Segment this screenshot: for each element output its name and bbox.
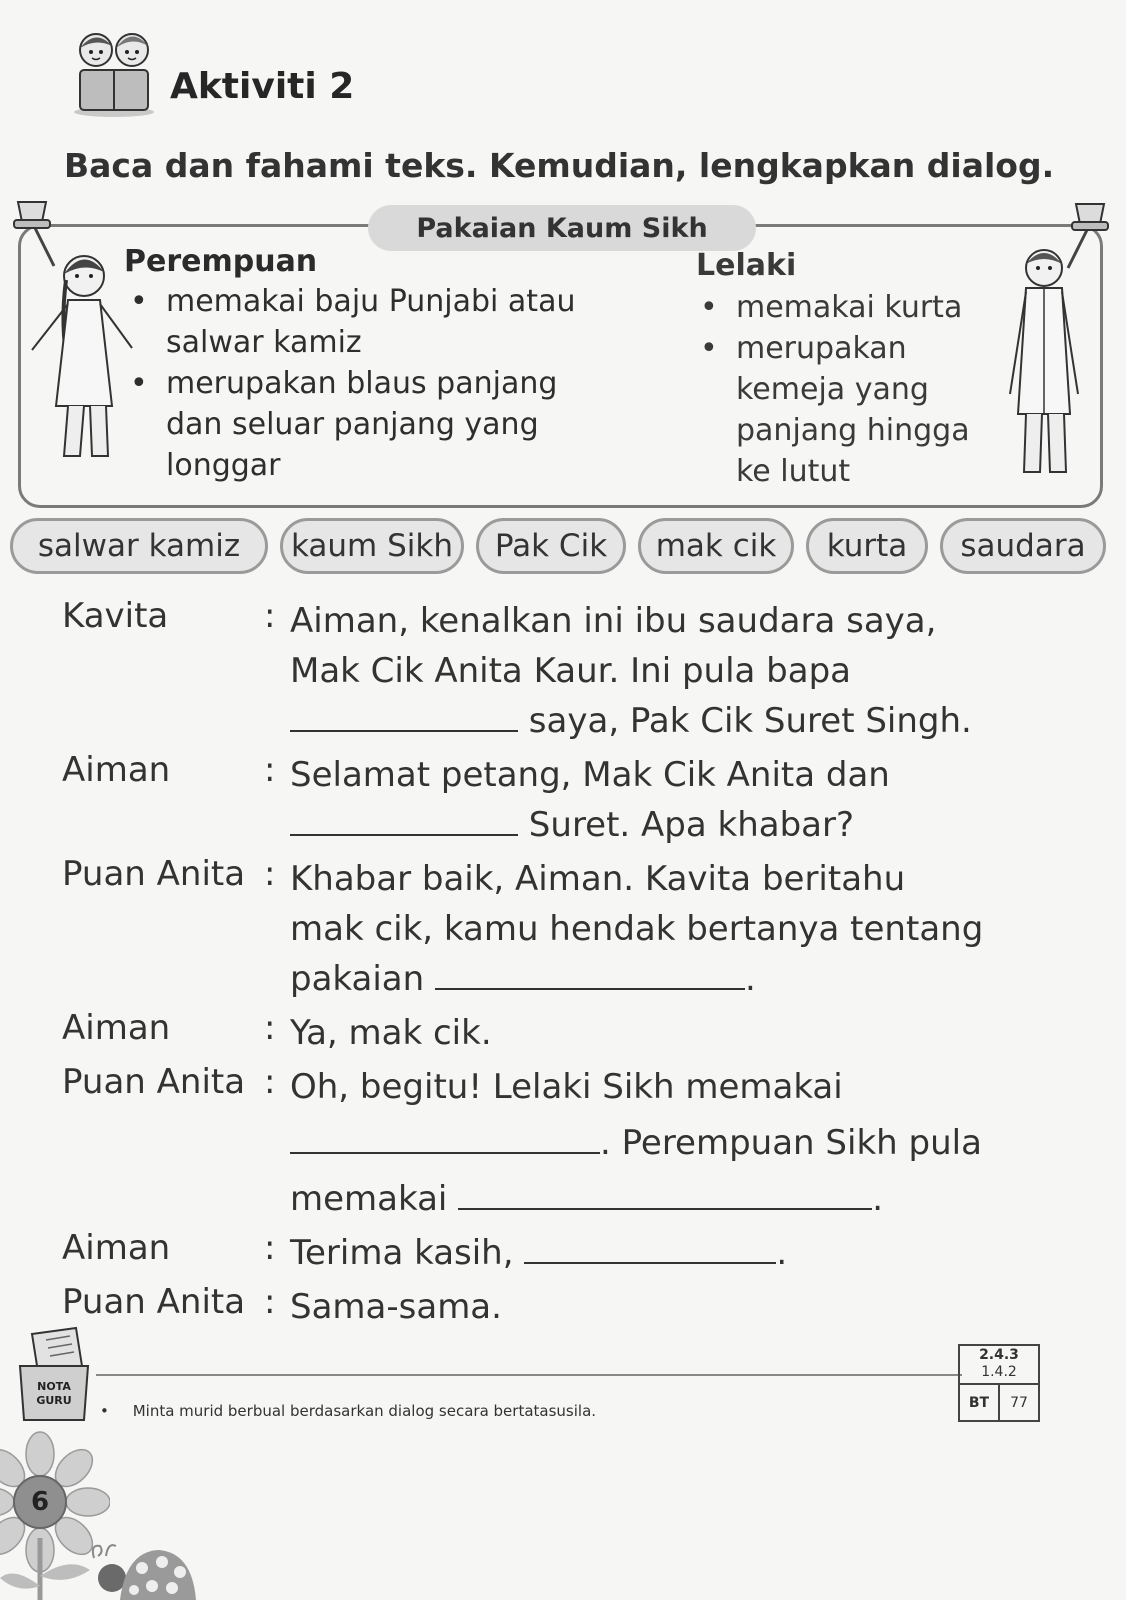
answer-blank[interactable] [290,1122,600,1154]
note-label-line2: GURU [36,1394,72,1407]
speech-text: . [872,1179,883,1219]
children-reading-book-icon [66,26,162,118]
speech-text: . Perempuan Sikh pula [600,1123,982,1163]
dialog-line [62,1228,1062,1278]
speech-text: pakaian [290,959,435,999]
teacher-note-content: Minta murid berbual berdasarkan dialog secara bertatasusila. [132,1402,597,1420]
speech [290,1228,1062,1278]
speaker-name: Aiman [62,1008,171,1048]
male-clothing-column [696,248,996,492]
speech-text: . [776,1233,788,1273]
speech-text [290,1118,1062,1168]
page-reference: 77 [1010,1395,1028,1411]
speech-text: Suret. Apa khabar? [518,805,855,845]
speech-text: . [744,959,756,999]
male-point: • merupakan [736,328,996,369]
female-heading: Perempuan [124,244,318,279]
word-chip-kaum-sikh[interactable]: kaum Sikh [280,518,464,574]
speech-text: Khabar baik, Aiman. Kavita beritahu [290,859,906,899]
info-box-title: Pakaian Kaum Sikh [368,205,756,251]
word-bank [10,518,1120,578]
male-point-continued: ke lutut [736,454,851,489]
male-point-continued: panjang hingga [736,413,970,448]
male-point: • memakai kurta [736,287,996,328]
speech [290,1062,1062,1224]
female-point-continued: longgar [166,448,281,483]
sikh-girl-illustration [24,246,138,472]
speaker-name: Puan Anita [62,854,246,894]
speech-text [290,800,1062,850]
speaker-name: Puan Anita [62,1282,246,1322]
word-chip-saudara[interactable]: saudara [940,518,1106,574]
answer-blank[interactable] [524,1232,776,1264]
speech-text: Aiman, kenalkan ini ibu saudara saya, [290,601,937,641]
speech-text: Ya, mak cik. [290,1013,492,1053]
colon: : [264,596,276,636]
speech-text: Mak Cik Anita Kaur. Ini pula bapa [290,651,852,691]
answer-blank[interactable] [458,1178,872,1210]
speaker-name: Aiman [62,1228,171,1268]
word-chip-pak-cik[interactable]: Pak Cik [476,518,626,574]
speech-text: Oh, begitu! Lelaki Sikh memakai [290,1067,843,1107]
colon: : [264,1228,276,1268]
word-chip-kurta[interactable]: kurta [806,518,928,574]
note-label-line1: NOTA [37,1380,71,1393]
speech-text: Terima kasih, [290,1233,525,1273]
page-number: 6 [30,1487,50,1517]
speech-text: mak cik, kamu hendak bertanya tentang [290,909,984,949]
dialog [62,596,1062,1332]
speech-text [290,1174,1062,1224]
speech [290,750,1062,850]
colon: : [264,1008,276,1048]
curriculum-code-box [958,1344,1040,1422]
dialog-line [62,596,1062,746]
answer-blank[interactable] [290,700,518,732]
colon: : [264,1282,276,1322]
dialog-line [62,1282,1062,1332]
word-chip-mak-cik[interactable]: mak cik [638,518,794,574]
dialog-line [62,1062,1062,1224]
speech [290,596,1062,746]
speaker-name: Aiman [62,750,171,790]
speech [290,854,1062,1004]
female-point-continued: dan seluar panjang yang [166,407,539,442]
colon: : [264,854,276,894]
standard-code-primary: 2.4.3 [979,1347,1019,1363]
dialog-line [62,1008,1062,1058]
speech-text [290,954,1062,1004]
dialog-line [62,854,1062,1004]
male-heading: Lelaki [696,248,797,283]
male-point-continued: kemeja yang [736,372,929,407]
speaker-name: Puan Anita [62,1062,246,1102]
speech-text: saya, Pak Cik Suret Singh. [518,701,972,741]
speech-text: Selamat petang, Mak Cik Anita dan [290,755,890,795]
female-clothing-column [124,244,644,486]
teacher-note-bag-icon [16,1326,96,1422]
answer-blank[interactable] [290,804,518,836]
footer-divider [96,1374,962,1376]
standard-code-secondary: 1.4.2 [981,1364,1017,1380]
teacher-note-text: • Minta murid berbual berdasarkan dialog secara bertatasusila. [100,1402,597,1420]
speaker-name: Kavita [62,596,169,636]
speech-text [290,1228,1062,1278]
colon: : [264,750,276,790]
word-chip-salwar-kamiz[interactable]: salwar kamiz [10,518,268,574]
ladybug-decoration-icon [86,1538,196,1600]
dialog-line [62,750,1062,850]
sikh-boy-illustration [1000,244,1088,484]
speech [290,1008,1062,1058]
speech-text: memakai [290,1179,459,1219]
answer-blank[interactable] [435,958,745,990]
book-code: BT [960,1385,1000,1421]
speech-text: Sama-sama. [290,1287,502,1327]
female-point-continued: salwar kamiz [166,325,362,360]
activity-title: Aktiviti 2 [170,66,355,107]
female-point: • memakai baju Punjabi atau [166,281,644,322]
colon: : [264,1062,276,1102]
speech-text [290,696,1062,746]
instruction-text: Baca dan fahami teks. Kemudian, lengkapkan dialog. [64,146,1055,185]
speech [290,1282,1062,1332]
female-point: • merupakan blaus panjang [166,363,644,404]
